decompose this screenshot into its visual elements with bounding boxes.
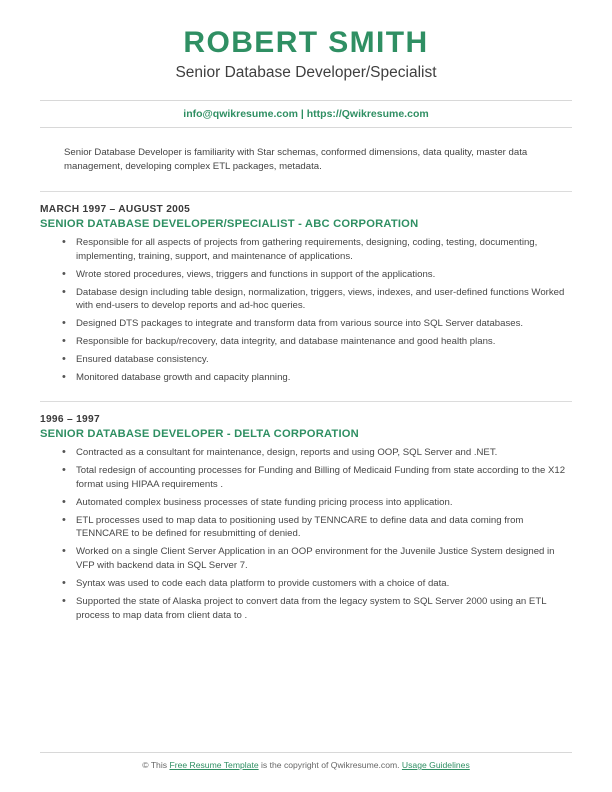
divider-above-experience-2: [40, 401, 572, 402]
list-item: • Total redesign of accounting processes for Funding and Billing of Medicaid Funding from state according to the X12 format using HIPAA requirements .: [62, 464, 572, 492]
list-item: • Supported the state of Alaska project to convert data from the legacy system to SQL Server 2000 using an ETL process to map data from client data to .: [62, 595, 572, 623]
free-resume-template-link[interactable]: Free Resume Template: [169, 760, 259, 770]
list-item: • Wrote stored procedures, views, triggers and functions in support of the applications.: [62, 268, 572, 282]
job-bullet-list: [40, 236, 572, 385]
list-item: • Database design including table design, normalization, triggers, views, indexes, and user-defined functions Worked with end-users to develop reports and ad-hoc queries.: [62, 286, 572, 314]
copyright-icon: ©: [142, 760, 149, 770]
footer-middle: is the copyright of Qwikresume.com.: [261, 760, 400, 770]
list-item: • Ensured database consistency.: [62, 353, 572, 367]
job-bullet-list: [40, 446, 572, 623]
usage-guidelines-link[interactable]: Usage Guidelines: [401, 760, 470, 770]
divider-below-contact: [40, 127, 572, 128]
list-item: • Worked on a single Client Server Application in an OOP environment for the Juvenile Justice System designed in VFP with backend data in SQL Server 7.: [62, 545, 572, 573]
job-heading: SENIOR DATABASE DEVELOPER/SPECIALIST - ABC CORPORATION: [40, 217, 419, 230]
list-item: • Responsible for backup/recovery, data integrity, and database maintenance and good health plans.: [62, 335, 572, 349]
experience-entry-2: [40, 414, 572, 623]
divider-above-experience-1: [40, 191, 572, 192]
contact-info[interactable]: info@qwikresume.com | https://Qwikresume.com: [183, 108, 429, 120]
job-heading: SENIOR DATABASE DEVELOPER - DELTA CORPORATION: [40, 427, 359, 440]
page-footer: [0, 752, 612, 792]
job-title-subtitle: Senior Database Developer/Specialist: [175, 64, 437, 81]
experience-entry-1: [40, 204, 572, 385]
list-item: • Syntax was used to code each data platform to provide customers with a choice of data.: [62, 577, 572, 591]
page-title: ROBERT SMITH: [183, 26, 429, 59]
list-item: • Designed DTS packages to integrate and transform data from various source into SQL Server databases.: [62, 317, 572, 331]
list-item: • Monitored database growth and capacity planning.: [62, 371, 572, 385]
footer-text: [0, 753, 612, 770]
list-item: • Automated complex business processes of state funding pricing process into application.: [62, 496, 572, 510]
list-item: • ETL processes used to map data to positioning used by TENNCARE to define data and data coming from TENNCARE to be defined for resubmitting of denied.: [62, 514, 572, 542]
summary-text: Senior Database Developer is familiarity with Star schemas, conformed dimensions, data quality, master data management, developing complex ETL packages, metadata.: [64, 147, 528, 173]
job-dates: 1996 – 1997: [40, 413, 100, 425]
list-item: • Responsible for all aspects of projects from gathering requirements, designing, coding, testing, documenting, implementing, training, support, and maintenance of applications.: [62, 236, 572, 264]
list-item: • Contracted as a consultant for maintenance, design, reports and using OOP, SQL Server and .NET.: [62, 446, 572, 460]
footer-prefix: This: [150, 760, 168, 770]
job-dates: MARCH 1997 – AUGUST 2005: [40, 203, 191, 215]
